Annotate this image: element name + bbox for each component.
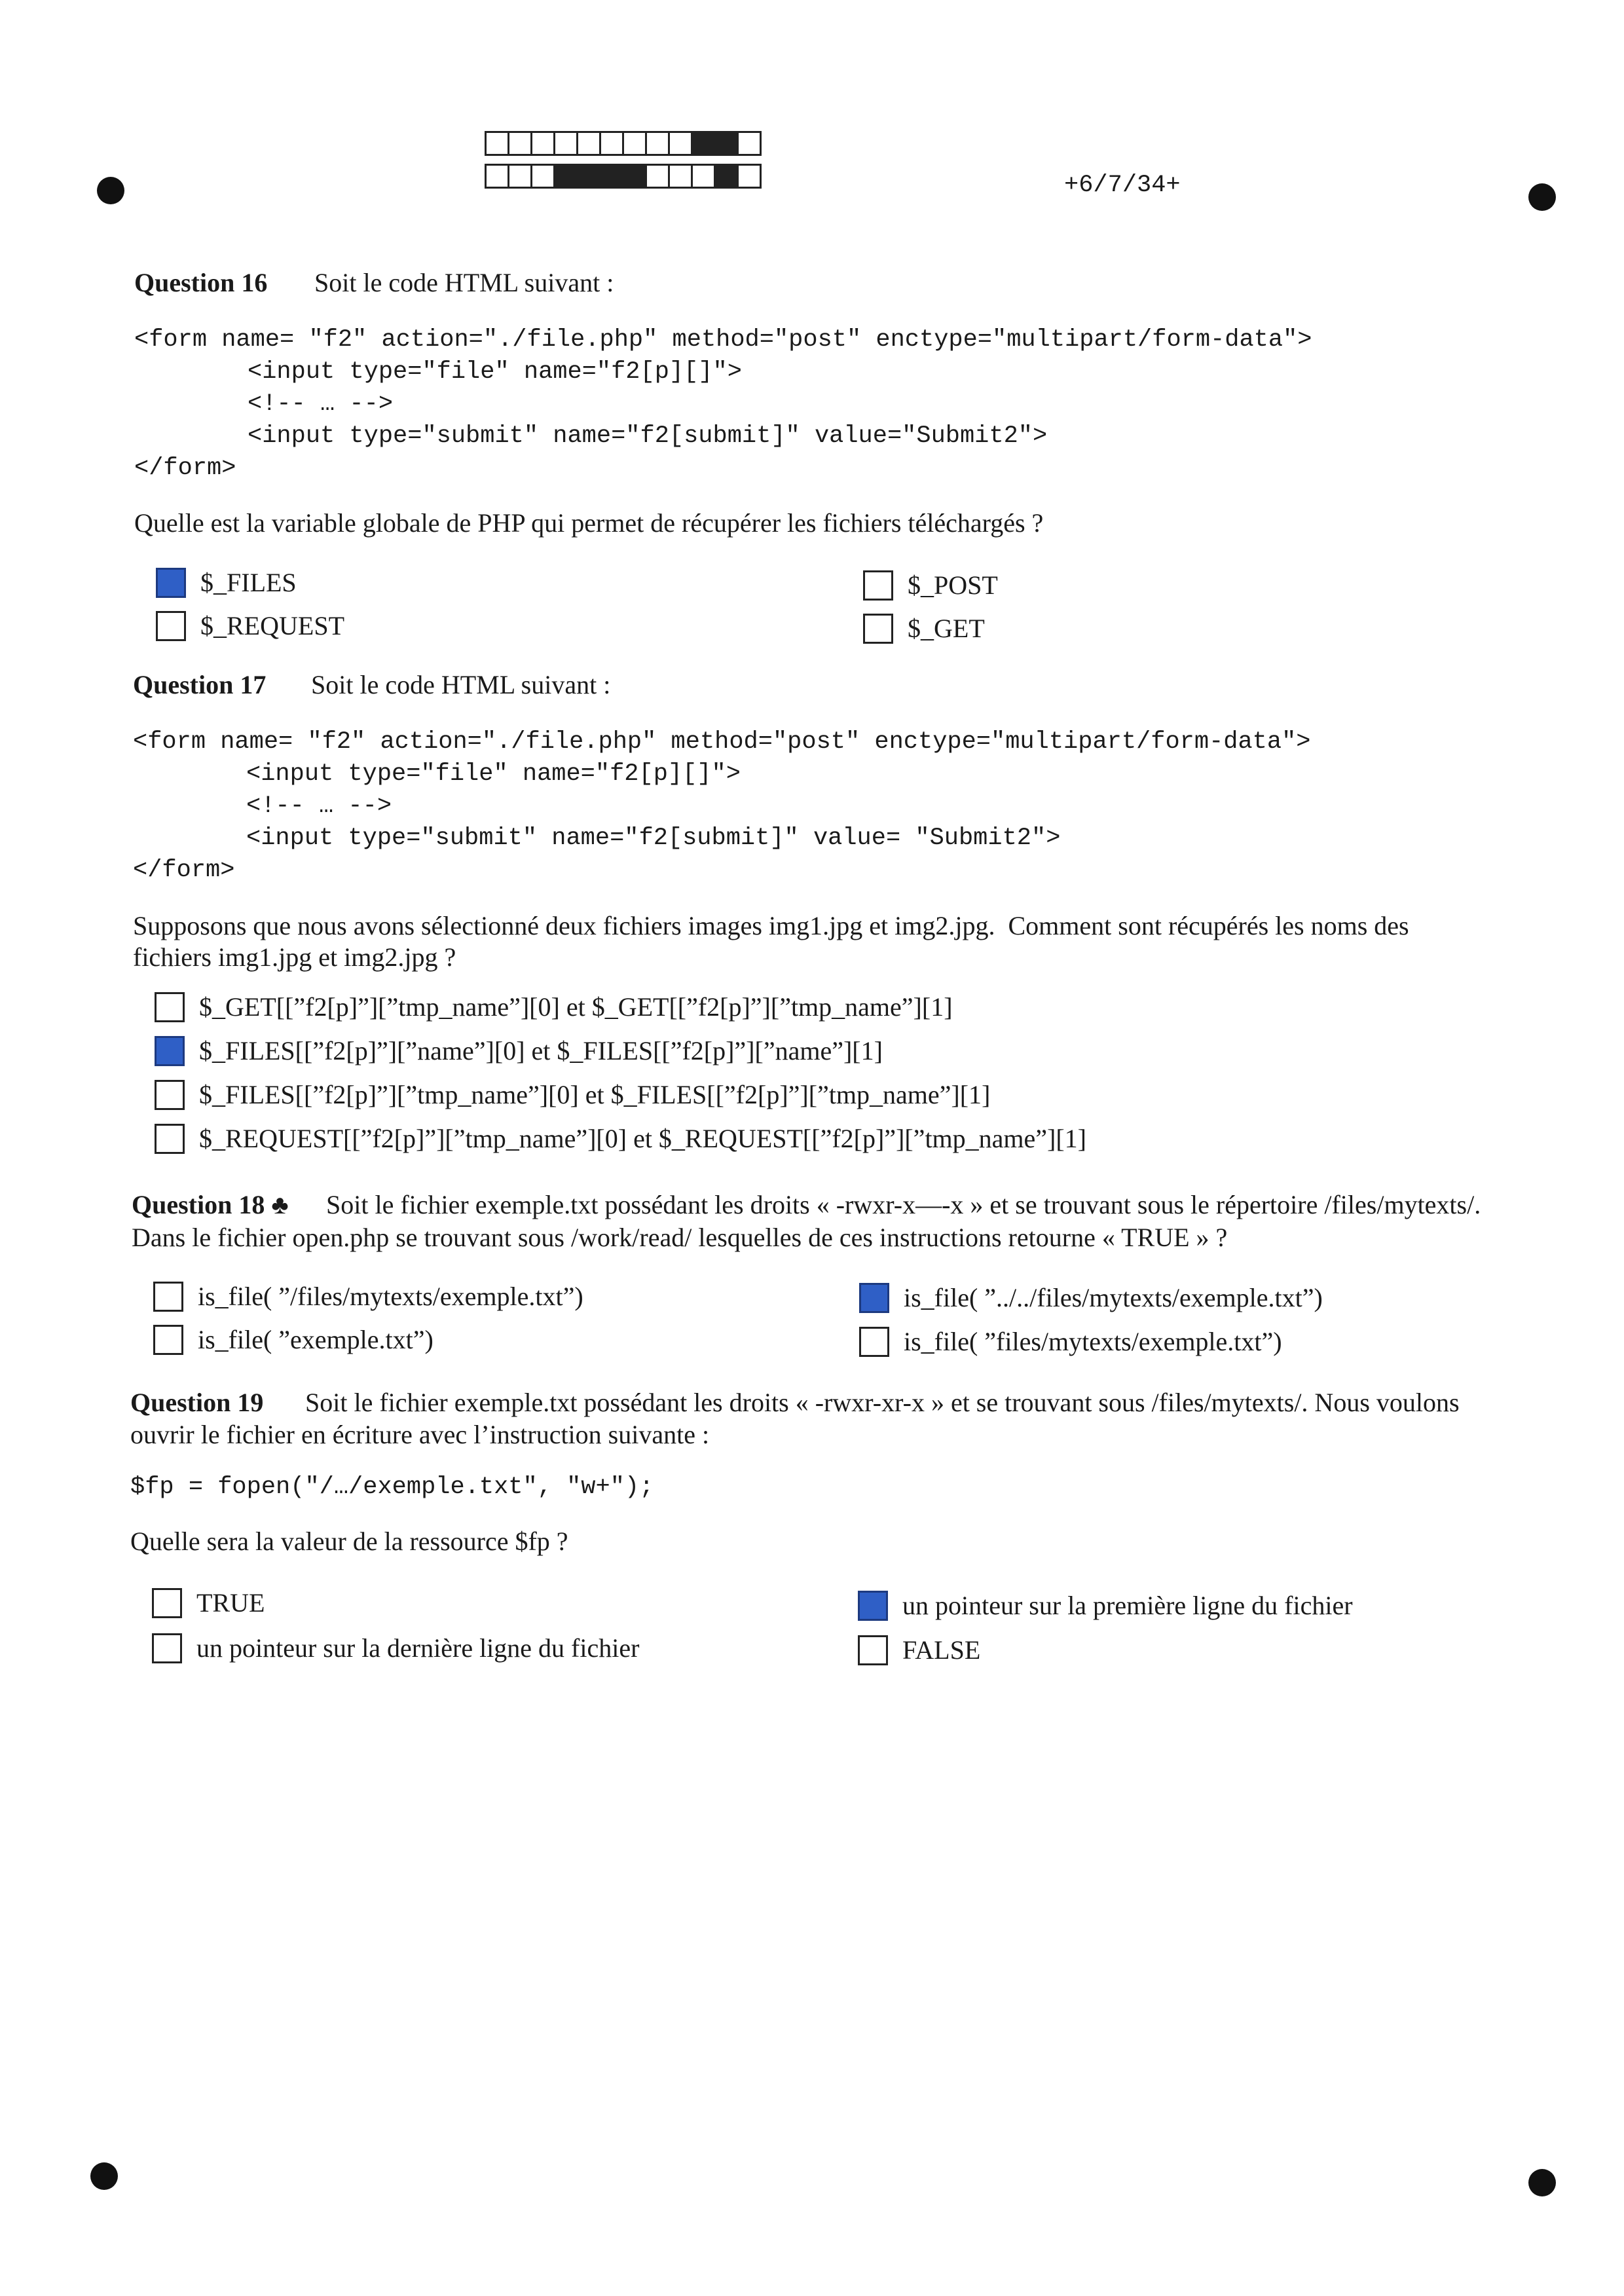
checkbox[interactable]: [859, 1283, 889, 1313]
code-line: <form name= "f2" action="./file.php" method="post" enctype="multipart/form-data">: [133, 728, 1311, 756]
registration-mark: [90, 2162, 118, 2190]
option-label: $_REQUEST: [200, 611, 344, 640]
code-cell: [599, 164, 624, 189]
code-cell: [668, 164, 693, 189]
checkbox[interactable]: [152, 1633, 182, 1663]
answer-option[interactable]: [156, 567, 297, 598]
question-19-question: Quelle sera la valeur de la ressource $fp ?: [130, 1527, 568, 1556]
checkbox[interactable]: [152, 1588, 182, 1618]
checkbox[interactable]: [156, 611, 186, 641]
answer-option[interactable]: [152, 1633, 639, 1663]
answer-option[interactable]: [863, 613, 985, 644]
code-cell: [714, 131, 739, 156]
answer-option[interactable]: [156, 610, 344, 641]
code-cell: [622, 131, 647, 156]
code-line: <form name= "f2" action="./file.php" method="post" enctype="multipart/form-data">: [134, 326, 1312, 354]
answer-option[interactable]: [155, 991, 953, 1022]
option-label: is_file( ”/files/mytexts/exemple.txt”): [198, 1282, 583, 1311]
code-line: </form>: [134, 454, 236, 482]
option-label: $_FILES: [200, 568, 297, 597]
option-label: $_POST: [908, 570, 998, 600]
answer-option[interactable]: [155, 1123, 1086, 1154]
code-cell: [576, 131, 601, 156]
page-code-boxes-row-1: [485, 131, 760, 156]
checkbox[interactable]: [858, 1635, 888, 1665]
page-code-boxes-row-2: [485, 164, 760, 189]
code-cell: [553, 164, 578, 189]
code-cell: [530, 164, 555, 189]
answer-option[interactable]: [858, 1635, 980, 1665]
option-label: $_GET: [908, 614, 985, 643]
code-cell: [485, 164, 509, 189]
registration-mark: [97, 177, 124, 204]
question-17-intro: Soit le code HTML suivant :: [311, 670, 611, 699]
question-19-label: Question 19: [130, 1388, 264, 1417]
question-18-label: Question 18 ♣: [132, 1190, 289, 1219]
code-cell: [507, 131, 532, 156]
code-cell: [645, 164, 670, 189]
checkbox[interactable]: [155, 1124, 185, 1154]
question-16-label: Question 16: [134, 268, 268, 297]
question-17-text: fichiers img1.jpg et img2.jpg ?: [133, 942, 456, 972]
option-label: $_FILES[[”f2[p]”][”tmp_name”][0] et $_FILES[[”f2[p]”][”tmp_name”][1]: [199, 1080, 991, 1109]
code-line: <!-- … -->: [248, 390, 394, 418]
code-cell: [691, 164, 716, 189]
option-label: un pointeur sur la dernière ligne du fichier: [196, 1633, 640, 1663]
code-cell: [668, 131, 693, 156]
option-label: is_file( ”exemple.txt”): [198, 1325, 434, 1354]
code-cell: [691, 131, 716, 156]
question-19-text: Soit le fichier exemple.txt possédant les droits « -rwxr-xr-x » et se trouvant sous /files/mytexts/. Nous voulons: [305, 1388, 1460, 1417]
checkbox[interactable]: [155, 1080, 185, 1110]
question-16-text: Quelle est la variable globale de PHP qui permet de récupérer les fichiers téléchargés ?: [134, 508, 1044, 538]
checkbox[interactable]: [858, 1591, 888, 1621]
code-cell: [645, 131, 670, 156]
checkbox[interactable]: [863, 570, 893, 601]
code-line: <input type="submit" name="f2[submit]" value="Submit2">: [248, 422, 1048, 450]
question-19-text: ouvrir le fichier en écriture avec l’instruction suivante :: [130, 1420, 710, 1449]
code-line: </form>: [133, 857, 235, 884]
question-18-text: Soit le fichier exemple.txt possédant les droits « -rwxr-x—-x » et se trouvant sous le répertoire /files/mytexts/.: [326, 1190, 1481, 1219]
question-17-text: Supposons que nous avons sélectionné deux fichiers images img1.jpg et img2.jpg. Comment sont récupérés les noms des: [133, 911, 1409, 940]
question-17-label: Question 17: [133, 670, 267, 699]
answer-option[interactable]: [153, 1324, 434, 1355]
code-line: <input type="submit" name="f2[submit]" value= "Submit2">: [246, 824, 1061, 852]
answer-option[interactable]: [858, 1590, 1353, 1621]
question-18-text: Dans le fichier open.php se trouvant sous /work/read/ lesquelles de ces instructions retourne « TRUE » ?: [132, 1223, 1228, 1252]
answer-option[interactable]: [863, 570, 998, 601]
code-cell: [530, 131, 555, 156]
answer-option[interactable]: [152, 1587, 265, 1618]
code-line: <input type="file" name="f2[p][]">: [248, 358, 742, 386]
option-label: $_FILES[[”f2[p]”][”name”][0] et $_FILES[[”f2[p]”][”name”][1]: [199, 1036, 883, 1065]
option-label: $_GET[[”f2[p]”][”tmp_name”][0] et $_GET[[”f2[p]”][”tmp_name”][1]: [199, 992, 953, 1022]
code-line: <input type="file" name="f2[p][]">: [246, 760, 741, 788]
page-id: +6/7/34+: [1064, 172, 1181, 199]
code-cell: [553, 131, 578, 156]
code-line: <!-- … -->: [246, 792, 392, 820]
checkbox[interactable]: [863, 614, 893, 644]
option-label: is_file( ”../../files/mytexts/exemple.txt”): [904, 1283, 1323, 1312]
answer-option[interactable]: [155, 1079, 990, 1110]
checkbox[interactable]: [153, 1282, 183, 1312]
code-cell: [622, 164, 647, 189]
code-cell: [737, 131, 762, 156]
registration-mark: [1528, 183, 1556, 211]
code-cell: [485, 131, 509, 156]
answer-option[interactable]: [153, 1281, 583, 1312]
code-cell: [737, 164, 762, 189]
code-cell: [714, 164, 739, 189]
checkbox[interactable]: [156, 568, 186, 598]
code-cell: [599, 131, 624, 156]
option-label: TRUE: [196, 1588, 265, 1618]
registration-mark: [1528, 2169, 1556, 2196]
checkbox[interactable]: [155, 992, 185, 1022]
checkbox[interactable]: [859, 1327, 889, 1357]
answer-option[interactable]: [859, 1282, 1323, 1313]
option-label: FALSE: [902, 1635, 981, 1665]
code-cell: [507, 164, 532, 189]
checkbox[interactable]: [155, 1036, 185, 1066]
option-label: $_REQUEST[[”f2[p]”][”tmp_name”][0] et $_REQUEST[[”f2[p]”][”tmp_name”][1]: [199, 1124, 1086, 1153]
answer-option[interactable]: [155, 1035, 883, 1066]
option-label: is_file( ”files/mytexts/exemple.txt”): [904, 1327, 1282, 1356]
code-line: $fp = fopen("/…/exemple.txt", "w+");: [130, 1473, 654, 1501]
code-cell: [576, 164, 601, 189]
question-16-intro: Soit le code HTML suivant :: [314, 268, 614, 297]
option-label: un pointeur sur la première ligne du fichier: [902, 1591, 1353, 1620]
checkbox[interactable]: [153, 1325, 183, 1355]
answer-option[interactable]: [859, 1326, 1282, 1357]
